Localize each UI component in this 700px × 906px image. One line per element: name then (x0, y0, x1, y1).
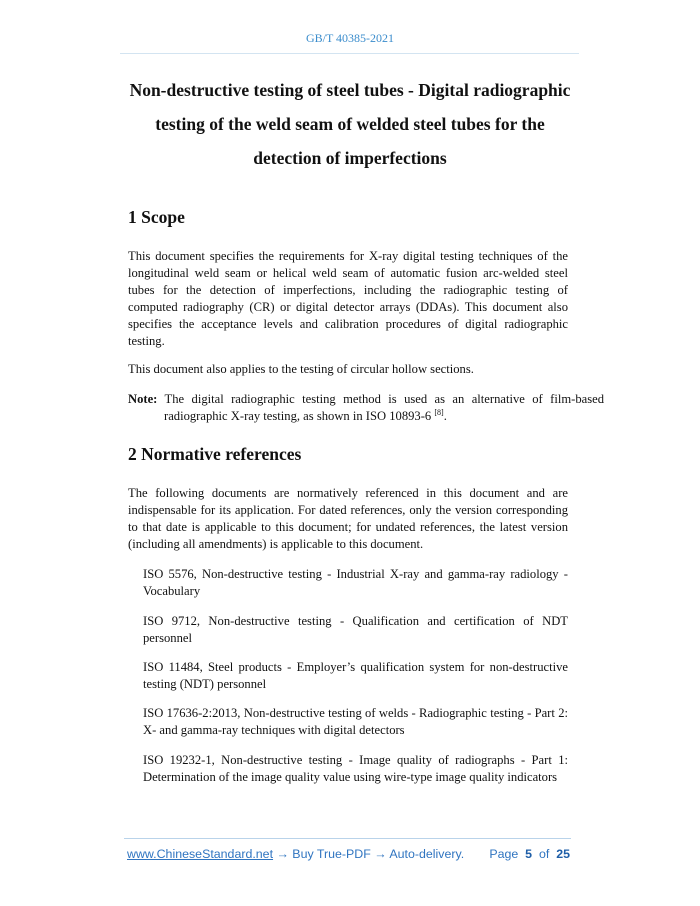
footer (127, 847, 570, 861)
page-label: Page (489, 847, 519, 861)
note-text: The digital radiographic testing method is used as an alternative of film-based radiographic X-ray testing, as shown in ISO 10893-6 (164, 392, 604, 423)
normative-paragraph: The following documents are normatively referenced in this document and are indispensable for its application. For dated references, only the version corresponding to that date is applicable to this document; for undated references, the latest version (including all amendments) is applicable to this document. (128, 486, 568, 551)
current-page: 5 (525, 847, 533, 861)
website-link[interactable]: www.ChineseStandard.net (127, 847, 274, 861)
scope-paragraph-2: This document also applies to the testing of circular hollow sections. (128, 362, 474, 376)
note (128, 391, 604, 425)
section-heading-normative-references: 2 Normative references (128, 444, 302, 464)
total-pages: 25 (556, 847, 570, 861)
document-title (110, 73, 590, 175)
note-label: Note: (128, 392, 158, 406)
reference-item: ISO 5576, Non-destructive testing - Industrial X-ray and gamma-ray radiology - Vocabulary (143, 567, 568, 598)
section-heading-scope: 1 Scope (128, 207, 185, 227)
standard-code-header: GB/T 40385-2021 (305, 31, 395, 45)
title-line: testing of the weld seam of welded steel tubes for the (155, 114, 545, 134)
title-line: Non-destructive testing of steel tubes - Digital radiographic (129, 80, 571, 100)
note-end: . (443, 409, 447, 423)
reference-item: ISO 17636-2:2013, Non-destructive testing of welds - Radiographic testing - Part 2: X- and gamma-ray techniques with digital detectors (143, 706, 568, 737)
header-divider (120, 53, 579, 54)
reference-item: ISO 11484, Steel products - Employer’s qualification system for non-destructive testing (NDT) personnel (143, 660, 568, 691)
footer-text: → Buy True-PDF → Auto-delivery. (273, 847, 465, 861)
footer-divider (124, 838, 571, 839)
page-number (489, 847, 570, 861)
of-label: of (538, 847, 550, 861)
note-citation: [8] (434, 408, 444, 417)
reference-item: ISO 19232-1, Non-destructive testing - Image quality of radiographs - Part 1: Determination of the image quality value using wire-type image quality indicators (143, 753, 568, 784)
scope-paragraph: This document specifies the requirements for X-ray digital testing techniques of the longitudinal weld seam or helical weld seam of automatic fusion arc-welded steel tubes for the detection of imperfections, including the radiographic testing of computed radiography (CR) or digital detector arrays (DDAs). This document also specifies the acceptance levels and calibration procedures of digital radiographic testing. (128, 249, 568, 348)
title-line: detection of imperfections (253, 148, 447, 168)
reference-item: ISO 9712, Non-destructive testing - Qualification and certification of NDT personnel (143, 614, 568, 645)
